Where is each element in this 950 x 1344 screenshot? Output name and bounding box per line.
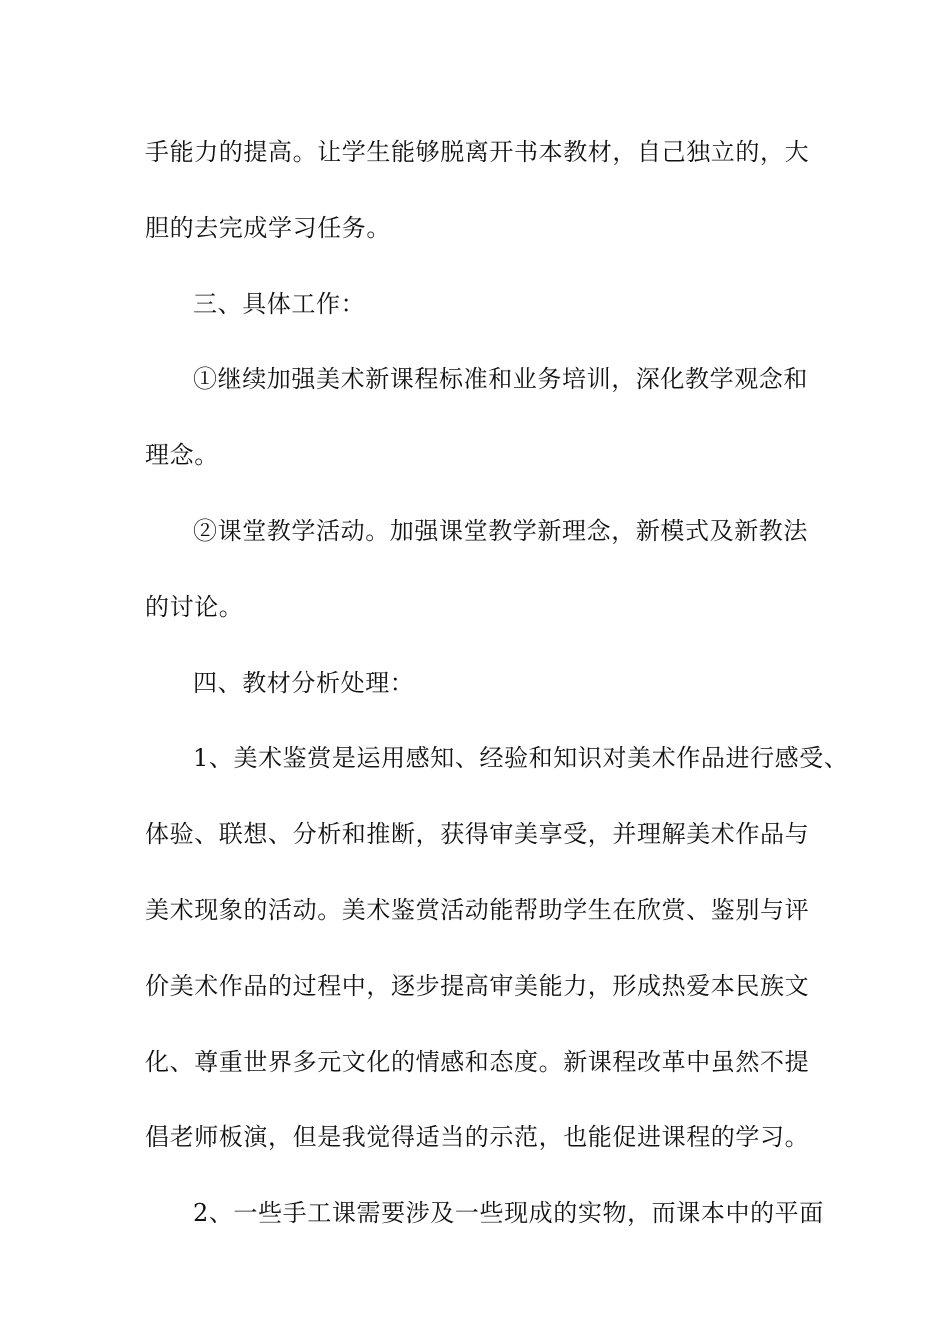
text-line: ②课堂教学活动。加强课堂教学新理念，新模式及新教法: [193, 516, 808, 545]
document-body: [145, 126, 849, 1263]
text-line: 2、一些手工课需要涉及一些现成的实物，而课本中的平面: [193, 1199, 824, 1228]
text-line: 美术现象的活动。美术鉴赏活动能帮助学生在欣赏、鉴别与评: [145, 895, 810, 924]
text-line: 理念。: [145, 441, 219, 470]
text-line: 化、尊重世界多元文化的情感和态度。新课程改革中虽然不提: [145, 1047, 810, 1076]
text-line: 价美术作品的过程中，逐步提高审美能力，形成热爱本民族文: [145, 971, 810, 1000]
text-line: 的讨论。: [145, 592, 244, 621]
text-line: 体验、联想、分析和推断，获得审美享受，并理解美术作品与: [145, 820, 810, 849]
text-line: 手能力的提高。让学生能够脱离开书本教材，自己独立的，大: [145, 138, 810, 166]
section-heading: 三、具体工作：: [193, 289, 366, 318]
text-line: 胆的去完成学习任务。: [145, 213, 391, 242]
text-line: 倡老师板演，但是我觉得适当的示范，也能促进课程的学习。: [145, 1123, 810, 1152]
text-line: ①继续加强美术新课程标准和业务培训，深化教学观念和: [193, 365, 808, 394]
text-line: 1、美术鉴赏是运用感知、经验和知识对美术作品进行感受、: [193, 744, 849, 773]
section-heading: 四、教材分析处理：: [193, 668, 415, 697]
